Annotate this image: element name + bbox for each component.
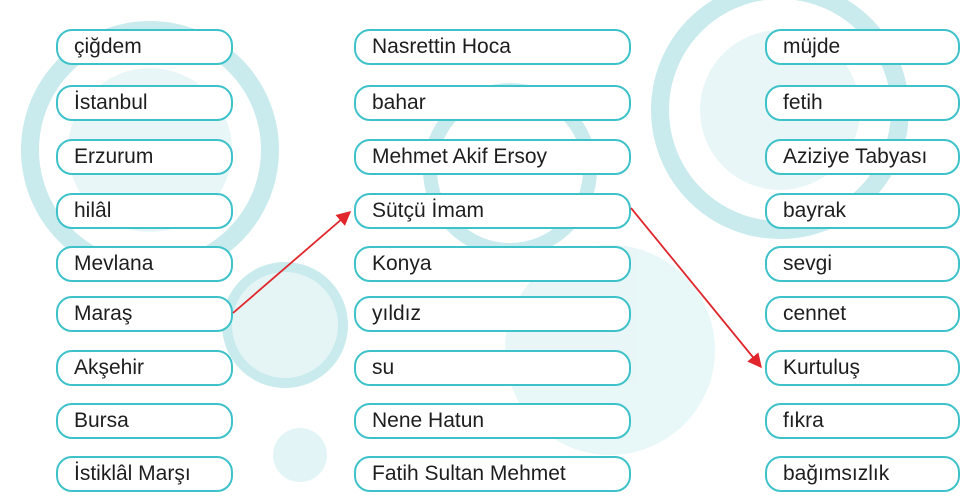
- word-box[interactable]: Bursa: [56, 403, 233, 439]
- word-box[interactable]: Mehmet Akif Ersoy: [354, 139, 631, 175]
- word-box[interactable]: bahar: [354, 85, 631, 121]
- word-box[interactable]: Erzurum: [56, 139, 233, 175]
- word-box[interactable]: müjde: [765, 29, 960, 65]
- word-box[interactable]: fetih: [765, 85, 960, 121]
- word-box[interactable]: Nene Hatun: [354, 403, 631, 439]
- word-box[interactable]: bağımsızlık: [765, 456, 960, 492]
- word-box[interactable]: su: [354, 350, 631, 386]
- word-box[interactable]: Mevlana: [56, 246, 233, 282]
- word-box[interactable]: hilâl: [56, 193, 233, 229]
- word-box[interactable]: yıldız: [354, 296, 631, 332]
- word-box[interactable]: fıkra: [765, 403, 960, 439]
- word-box[interactable]: Konya: [354, 246, 631, 282]
- word-box[interactable]: İstanbul: [56, 85, 233, 121]
- word-box[interactable]: Fatih Sultan Mehmet: [354, 456, 631, 492]
- word-box[interactable]: Maraş: [56, 296, 233, 332]
- word-box[interactable]: İstiklâl Marşı: [56, 456, 233, 492]
- word-box[interactable]: Kurtuluş: [765, 350, 960, 386]
- word-box[interactable]: bayrak: [765, 193, 960, 229]
- word-box[interactable]: çiğdem: [56, 29, 233, 65]
- word-box[interactable]: Akşehir: [56, 350, 233, 386]
- word-box[interactable]: Nasrettin Hoca: [354, 29, 631, 65]
- word-box[interactable]: sevgi: [765, 246, 960, 282]
- word-box[interactable]: Sütçü İmam: [354, 193, 631, 229]
- word-box[interactable]: cennet: [765, 296, 960, 332]
- word-box[interactable]: Aziziye Tabyası: [765, 139, 960, 175]
